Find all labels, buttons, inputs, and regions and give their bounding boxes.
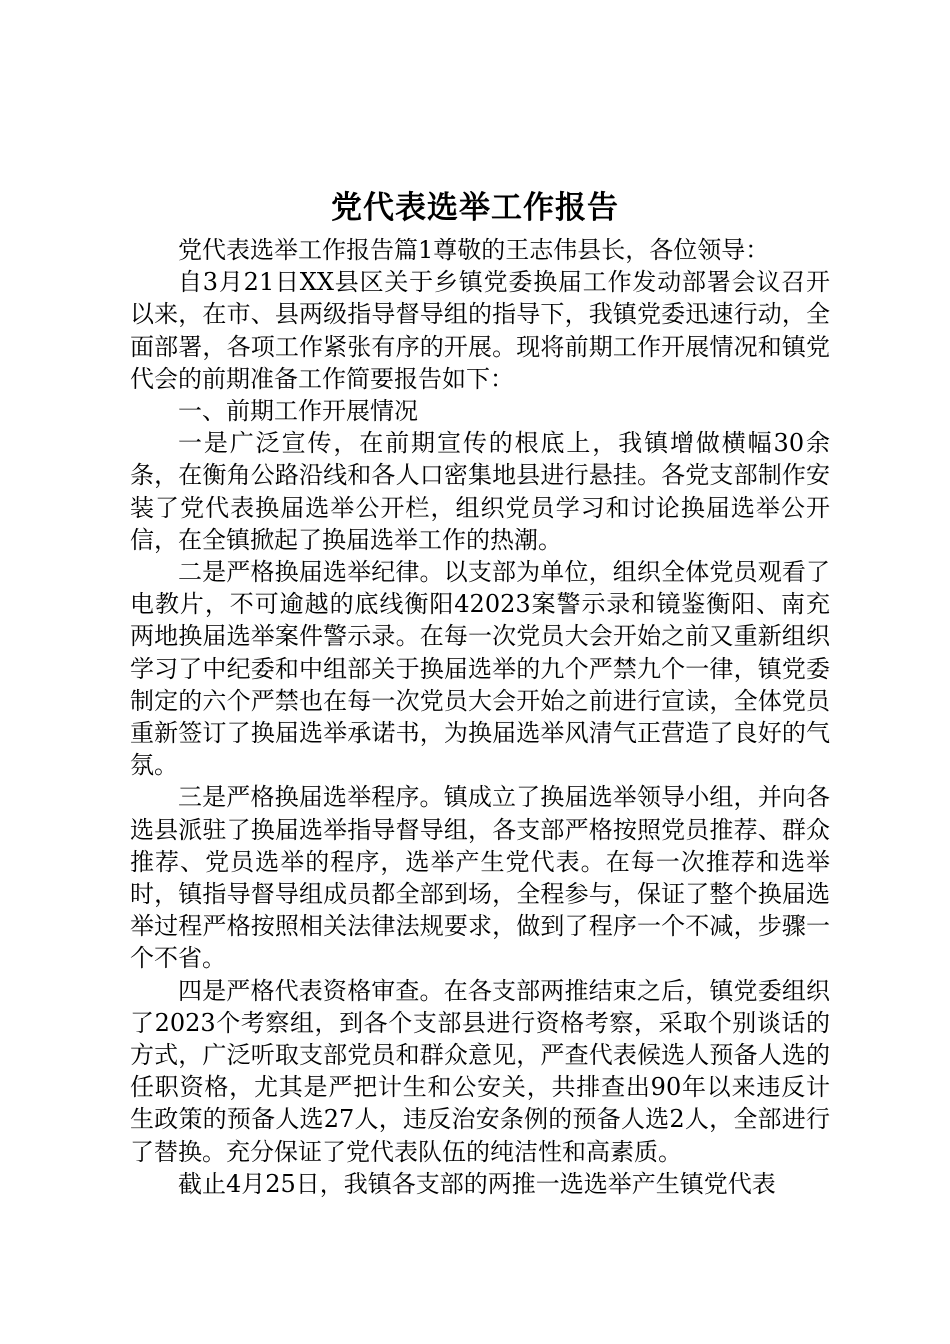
section-heading: 一、前期工作开展情况: [178, 397, 418, 426]
paragraph-procedure: 三是严格换届选举程序。镇成立了换届选举领导小组，并向各选县派驻了换届选举指导督导组，各支部严格按照党员推荐、群众推荐、党员选举的程序，选举产生党代表。在每一次推荐和选举时，镇指导督导组成员都全部到场，全程参与，保证了整个换届选举过程严格按照相关法律法规要求，做到了程序一个不减，步骤一个不省。: [130, 783, 830, 973]
document-body: [130, 234, 830, 1200]
paragraph-intro: 自3月21日XX县区关于乡镇党委换届工作发动部署会议召开以来，在市、县两级指导督导组的指导下，我镇党委迅速行动，全面部署，各项工作紧张有序的开展。现将前期工作开展情况和镇党代会的前期准备工作简要报告如下：: [130, 268, 830, 393]
document-title: 党代表选举工作报告: [331, 190, 619, 226]
paragraph-salutation: 党代表选举工作报告篇1尊敬的王志伟县长，各位领导：: [178, 236, 770, 264]
paragraph-discipline: 二是严格换届选举纪律。以支部为单位，组织全体党员观看了电教片，不可逾越的底线衡阳42023案警示录和镜鉴衡阳、南充两地换届选举案件警示录。在每一次党员大会开始之前又重新组织学习了中纪委和中组部关于换届选举的九个严禁九个一律，镇党委制定的六个严禁也在每一次党员大会开始之前进行宣读，全体党员重新签订了换届选举承诺书，为换届选举风清气正营造了良好的气氛。: [130, 558, 830, 780]
paragraph-publicity: 一是广泛宣传，在前期宣传的根底上，我镇增做横幅30余条，在衡角公路沿线和各人口密集地县进行悬挂。各党支部制作安装了党代表换届选举公开栏，组织党员学习和讨论换届选举公开信，在全镇掀起了换届选举工作的热潮。: [130, 429, 830, 554]
paragraph-deadline: 截止4月25日，我镇各支部的两推一选选举产生镇党代表: [178, 1169, 776, 1198]
paragraph-qualification: 四是严格代表资格审查。在各支部两推结束之后，镇党委组织了2023个考察组，到各个支部县进行资格考察，采取个别谈话的方式，广泛听取支部党员和群众意见，严查代表候选人预备人选的任职资格，尤其是严把计生和公安关，共排查出90年以来违反计生政策的预备人选27人，违反治安条例的预备人选2人，全部进行了替换。充分保证了党代表队伍的纯洁性和高素质。: [130, 976, 830, 1166]
